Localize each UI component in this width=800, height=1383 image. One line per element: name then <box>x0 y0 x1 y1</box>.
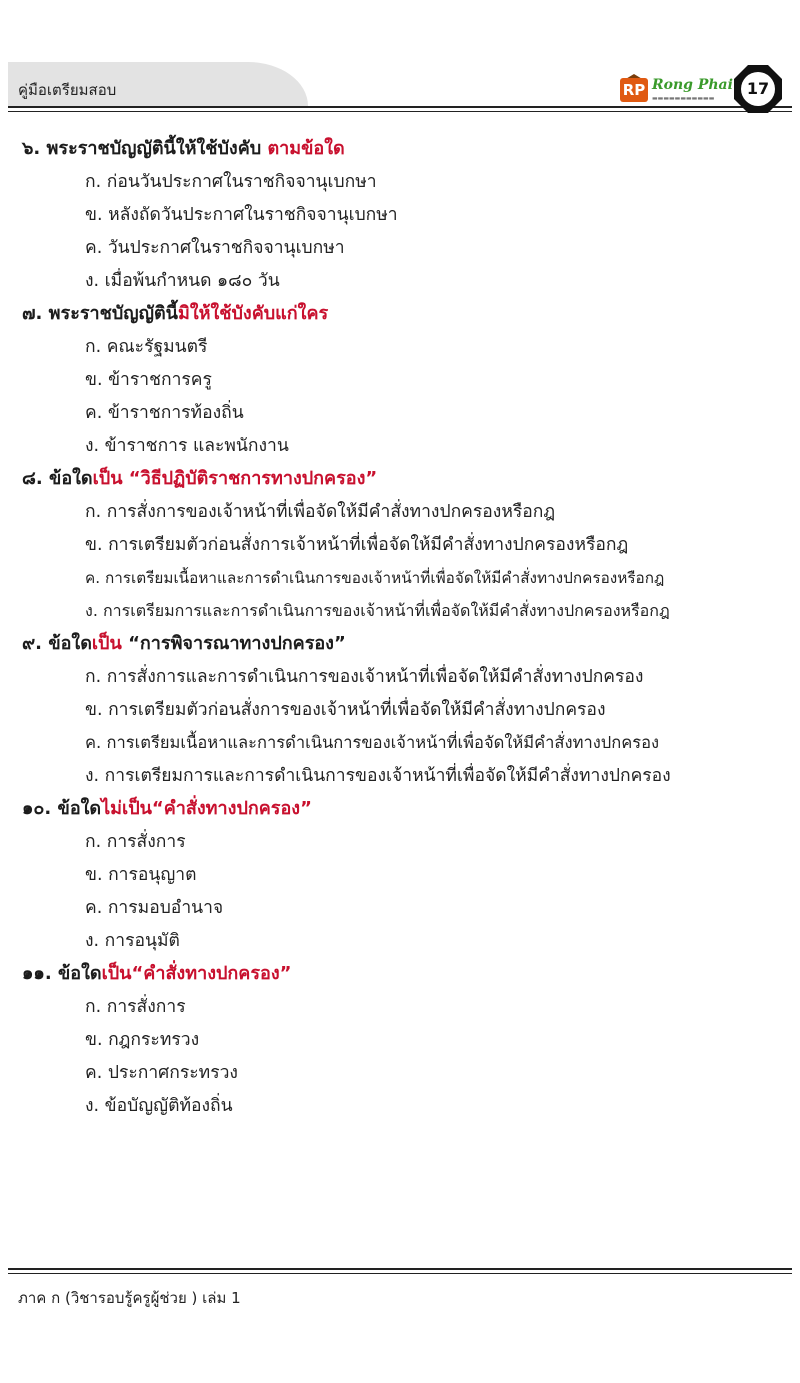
page-number: 17 <box>746 79 770 98</box>
footer-text: ภาค ก (วิชารอบรู้ครูผู้ช่วย ) เล่ม 1 <box>18 1289 241 1307</box>
option: ก. คณะรัฐมนตรี <box>85 337 208 357</box>
option: ค. วันประกาศในราชกิจจานุเบกษา <box>85 238 345 258</box>
option: ก. การสั่งการ <box>85 997 186 1017</box>
option: ง. การอนุมัติ <box>85 931 180 951</box>
option: ง. เมื่อพ้นกำหนด ๑๘๐ วัน <box>85 271 280 291</box>
question-8: ๘. ข้อใดเป็น “วิธีปฏิบัติราชการทางปกครอง” <box>22 468 378 489</box>
option: ง. การเตรียมการและการดำเนินการของเจ้าหน้าที่เพื่อจัดให้มีคำสั่งทางปกครองหรือกฎ <box>85 601 670 620</box>
page-number-badge <box>733 64 783 114</box>
option: ก. การสั่งการ <box>85 832 186 852</box>
option: ค. การเตรียมเนื้อหาและการดำเนินการของเจ้าหน้าที่เพื่อจัดให้มีคำสั่งทางปกครอง <box>85 733 660 752</box>
option: ก. การสั่งการและการดำเนินการของเจ้าหน้าที่เพื่อจัดให้มีคำสั่งทางปกครอง <box>85 667 644 687</box>
question-7: ๗. พระราชบัญญัตินี้มิให้ใช้บังคับแก่ใคร <box>22 303 329 324</box>
question-9: ๙. ข้อใดเป็น “การพิจารณาทางปกครอง” <box>22 633 346 654</box>
option: ค. การเตรียมเนื้อหาและการดำเนินการของเจ้าหน้าที่เพื่อจัดให้มีคำสั่งทางปกครองหรือกฎ <box>85 569 665 587</box>
option: ง. ข้าราชการ และพนักงาน <box>85 436 289 456</box>
option: ก. การสั่งการของเจ้าหน้าที่เพื่อจัดให้มีคำสั่งทางปกครองหรือกฎ <box>85 502 556 522</box>
option: ง. ข้อบัญญัติท้องถิ่น <box>85 1096 233 1116</box>
option: ก. ก่อนวันประกาศในราชกิจจานุเบกษา <box>85 172 377 192</box>
option: ค. การมอบอำนาจ <box>85 898 224 918</box>
footer-rule-thin <box>8 1273 792 1274</box>
question-6: ๖. พระราชบัญญัตินี้ให้ใช้บังคับ ตามข้อใด <box>22 138 345 159</box>
option: ข. ข้าราชการครู <box>85 370 212 390</box>
option: ข. หลังถัดวันประกาศในราชกิจจานุเบกษา <box>85 205 398 225</box>
option: ง. การเตรียมการและการดำเนินการของเจ้าหน้าที่เพื่อจัดให้มีคำสั่งทางปกครอง <box>85 766 671 786</box>
option: ข. การเตรียมตัวก่อนสั่งการเจ้าหน้าที่เพื่อจัดให้มีคำสั่งทางปกครองหรือกฎ <box>85 535 629 555</box>
option: ข. กฎกระทรวง <box>85 1030 200 1050</box>
question-10: ๑๐. ข้อใดไม่เป็น“คำสั่งทางปกครอง” <box>22 798 312 819</box>
option: ข. การอนุญาต <box>85 865 197 885</box>
header-rule-thin <box>8 111 792 112</box>
rong-phai-logo <box>620 74 732 104</box>
option: ข. การเตรียมตัวก่อนสั่งการของเจ้าหน้าที่เพื่อจัดให้มีคำสั่งทางปกครอง <box>85 700 606 720</box>
logo-mark: RP <box>620 78 648 102</box>
header-rule <box>8 106 792 108</box>
footer-rule <box>8 1268 792 1270</box>
question-11: ๑๑. ข้อใดเป็น“คำสั่งทางปกครอง” <box>22 963 292 984</box>
book-title: คู่มือเตรียมสอบ <box>18 81 117 99</box>
logo-subtext-icon: ▬▬▬▬▬▬▬▬▬▬▬ <box>652 95 715 102</box>
option: ค. ประกาศกระทรวง <box>85 1063 238 1083</box>
option: ค. ข้าราชการท้องถิ่น <box>85 403 244 423</box>
logo-text: Rong Phai <box>652 77 733 93</box>
